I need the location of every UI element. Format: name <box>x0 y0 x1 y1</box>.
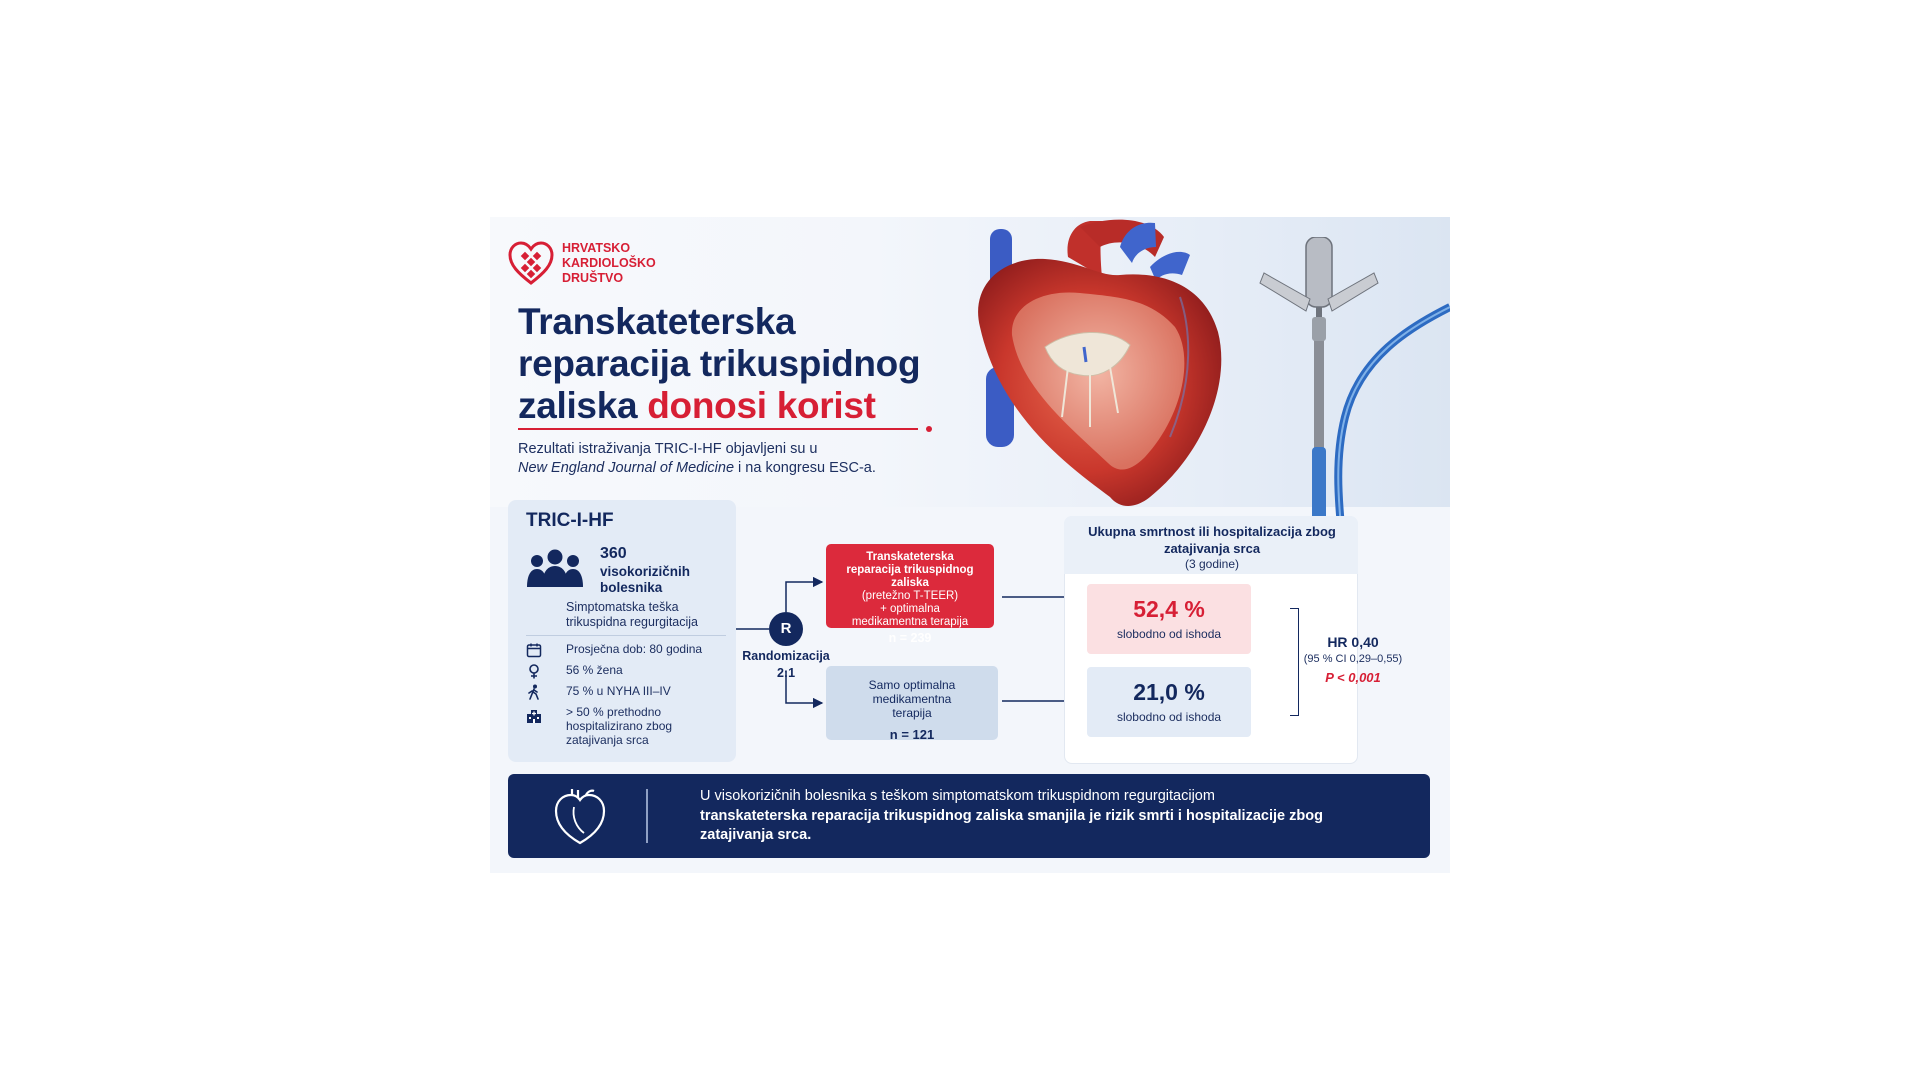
journal-name: New England Journal of Medicine <box>518 460 735 476</box>
intervention-result-value: 52,4 % <box>1133 596 1205 622</box>
intervention-result <box>1087 584 1251 654</box>
control-result <box>1087 667 1251 737</box>
intervention-arm-plus: + optimalna medikamentna terapija <box>851 603 969 628</box>
patients-label: visokorizičnih bolesnika <box>600 564 691 595</box>
stat-nyha-text: 75 % u NYHA III–IV <box>566 684 671 698</box>
hazard-ratio: HR 0,40 <box>1327 634 1379 650</box>
intervention-arm-detail: (pretežno T-TEER) <box>861 590 959 602</box>
outcome-title: Ukupna smrtnost ili hospitalizacija zbog zatajivanja srca <box>1088 524 1336 556</box>
intervention-arm-box <box>826 544 994 645</box>
intervention-arm-n: n = 239 <box>888 631 932 645</box>
society-name-line2: KARDIOLOŠKO <box>562 256 656 270</box>
intervention-arm-title: Transkateterska reparacija trikuspidnog zaliska <box>846 551 974 589</box>
control-result-label: slobodno od ishoda <box>1116 710 1222 724</box>
control-arm-title: Samo optimalna medikamentna terapija <box>868 678 956 720</box>
conclusion-line2: transkateterska reparacija trikuspidnog zaliska smanjila je rizik smrti i hospitalizacije zbog zatajivanja srca. <box>700 808 1323 843</box>
subtitle-line2-rest: i na kongresu ESC-a. <box>734 460 876 476</box>
p-value: P < 0,001 <box>1325 670 1381 685</box>
randomization-label <box>738 648 834 682</box>
conclusion-line1: U visokorizičnih bolesnika s teškom simptomatskom trikuspidnom regurgitacijom <box>700 788 1215 804</box>
patients-count: 360 <box>600 545 627 562</box>
study-name: TRIC-I-HF <box>526 510 614 531</box>
stat-age-text: Prosječna dob: 80 godina <box>566 642 703 656</box>
randomization-ratio: 2:1 <box>776 666 796 680</box>
banner-divider <box>646 789 648 843</box>
title-line2: reparacija trikuspidnog <box>518 343 921 384</box>
title-line1: Transkateterska <box>518 301 796 342</box>
society-name-line3: DRUŠTVO <box>562 271 624 285</box>
condition-text: Simptomatska teška trikuspidna regurgitacija <box>566 600 699 629</box>
title-line3-part1: zaliska <box>518 385 648 426</box>
stat-female-text: 56 % žena <box>566 663 623 677</box>
title-highlight: donosi korist <box>647 385 876 426</box>
intervention-result-label: slobodno od ishoda <box>1116 627 1222 641</box>
control-arm-n: n = 121 <box>889 727 935 742</box>
heart-outline-icon <box>550 787 610 847</box>
control-result-value: 21,0 % <box>1133 679 1205 705</box>
outcome-period: (3 godine) <box>1184 557 1240 571</box>
control-arm-box <box>826 666 998 740</box>
connector-rand-to-intervention <box>786 582 822 612</box>
infographic-card <box>490 217 1450 873</box>
society-name-line1: HRVATSKO <box>562 241 631 255</box>
confidence-interval: (95 % CI 0,29–0,55) <box>1303 653 1403 665</box>
stat-hospitalization-text: > 50 % prethodno hospitalizirano zbog zatajivanja srca <box>566 705 673 747</box>
randomization-badge: R <box>769 612 803 646</box>
randomization-text: Randomizacija <box>742 649 830 663</box>
subtitle-line1: Rezultati istraživanja TRIC-I-HF objavljeni su u <box>518 441 818 457</box>
